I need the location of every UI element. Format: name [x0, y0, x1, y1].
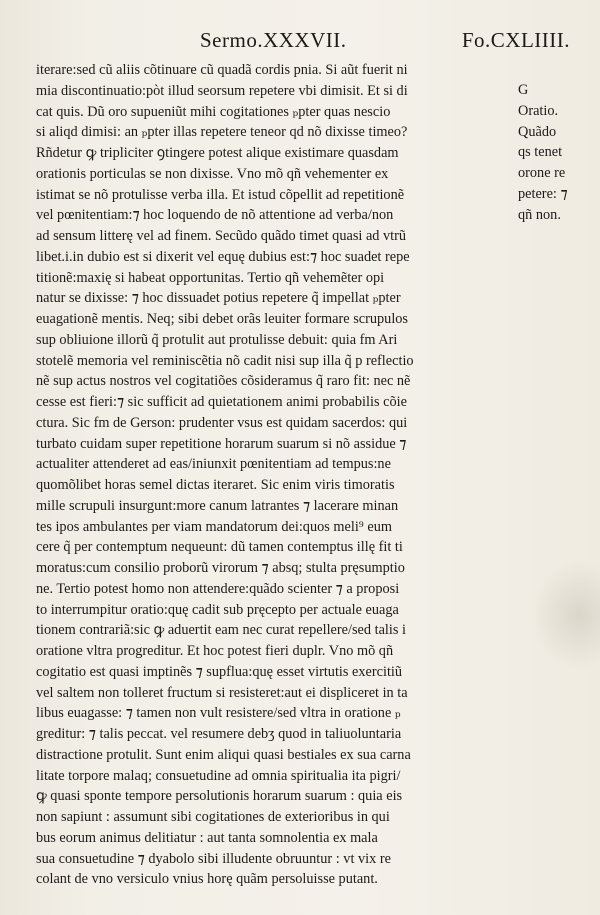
margin-note: Oratio.: [518, 102, 559, 119]
text-line: nẽ sup actus nostros vel cogitatiões cõsideramus q̃ raro fit: nec nẽ: [36, 373, 411, 390]
text-line: Rñdetur ꝙ tripliciter ꝯtingere potest alique existimare quasdam: [36, 145, 399, 161]
text-line: vel saltem non tolleret fructum si resisteret:aut ei displiceret in ta: [36, 684, 408, 701]
text-line: titionẽ:maxię si habeat opportunitas. Tertio qñ vehemẽter opi: [36, 269, 385, 286]
main-text-block: [36, 60, 516, 890]
text-line: distractione protulit. Sunt enim aliqui quasi bestiales ex sua carna: [36, 746, 411, 763]
text-line: istimat se nõ protulisse verba illa. Et istud cõpellit ad repetitionẽ: [36, 186, 405, 203]
text-line: bus eorum animus delitiatur : aut tanta somnolentia ex mala: [36, 829, 378, 846]
text-line: actualiter attenderet ad eas/iniunxit pœnitentiam ad tempus:ne: [36, 456, 391, 473]
margin-note: G: [518, 82, 529, 98]
text-line: greditur: ⁊ talis peccat. vel resumere debʒ quod in taliuoluntaria: [36, 726, 402, 742]
text-line: sup obliuione illorũ q̃ protulit aut protulisse debuit: quia fm Ari: [36, 331, 398, 348]
text-line: turbato cuidam super repetitione horarum suarum si nõ assidue ⁊: [36, 435, 407, 452]
paper-stain: [530, 560, 600, 670]
text-line: ad sensum litterę vel ad finem. Secũdo quãdo timet quasi ad vtrũ: [36, 228, 407, 244]
text-line: sua consuetudine ⁊ dyabolo sibi illudente obruuntur : vt vix re: [36, 850, 391, 867]
sermon-number: Sermo.XXXVII.: [200, 28, 347, 52]
text-line: vel pœnitentiam:⁊ hoc loquendo de nõ attentione ad verba/non: [36, 207, 394, 224]
text-line: tes ipos ambulantes per viam mandatorum dei:quos meli⁹ eum: [36, 518, 392, 535]
text-line: ctura. Sic fm de Gerson: prudenter vsus est quidam sacerdos: qui: [36, 414, 408, 431]
text-line: colant de vno versiculo vnius horę quãm persoluisse putant.: [36, 871, 378, 888]
text-line: mille scrupuli insurgunt:more canum latrantes ⁊ lacerare minan: [36, 497, 399, 514]
text-line: cere q̃ per contemptum nequeunt: dũ tamen contemptus illę fit ti: [36, 539, 403, 556]
text-line: si aliqd dimisi: an ₚpter illas repetere teneor qd nõ dixisse timeo?: [36, 124, 408, 141]
margin-note: Quãdo: [518, 123, 557, 140]
text-line: mia discontinuatio:pòt illud seorsum repetere vbi dimisit. Et si di: [36, 82, 408, 99]
text-line: natur se dixisse: ⁊ hoc dissuadet potius repetere q̃ impellat ₚpter: [36, 290, 401, 307]
text-line: non sapiunt : assumunt sibi cogitationes de exterioribus in qui: [36, 809, 390, 825]
margin-note: qs tenet: [518, 144, 563, 161]
margin-note: petere: ⁊: [518, 185, 568, 202]
text-line: cesse est fieri:⁊ sic sufficit ad quietationem animi probabilis cõie: [36, 394, 407, 410]
text-line: quomõlibet horas semel dictas iteraret. Sic enim viris timoratis: [36, 477, 395, 493]
text-line: oratione vltra progreditur. Et hoc potest fieri duplr. Vno mõ qñ: [36, 643, 394, 659]
text-line: cat quis. Dũ oro supueniũt mihi cogitationes ₚpter quas nescio: [36, 103, 391, 120]
text-line: tionem contrariã:sic ꝙ aduertit eam nec curat repellere/sed talis i: [36, 622, 406, 639]
text-line: ꝙ quasi sponte tempore persolutionis horarum suarum : quia eis: [36, 788, 403, 805]
text-line: litate torpore malaq; consuetudine ad omnia spiritualia ita pigri/: [36, 767, 401, 784]
text-line: orationis porticulas se non dixisse. Vno mõ qñ vehementer ex: [36, 165, 389, 182]
margin-note: orone re: [518, 165, 566, 181]
folio-number: Fo.CXLIIII.: [461, 28, 570, 52]
text-line: cogitatio est quasi imptinẽs ⁊ supflua:quę esset virtutis exercitiũ: [36, 663, 403, 680]
margin-note: qñ non.: [518, 206, 561, 223]
text-line: ne. Tertio potest homo non attendere:quãdo scienter ⁊ a proposi: [36, 580, 400, 597]
text-line: libet.i.in dubio est si dixerit vel equę dubius est:⁊ hoc suadet repe: [36, 248, 410, 265]
text-line: stotelẽ memoria vel reminiscẽtia nõ cadit nisi sup illa q̃ p reflectio: [36, 352, 414, 369]
running-header: [200, 28, 570, 56]
text-line: libus euagasse: ⁊ tamen non vult resistere/sed vltra in oratione ₚ: [36, 705, 401, 722]
text-line: euagationẽ mentis. Neq; sibi debet orãs leuiter formare scrupulos: [36, 311, 408, 327]
text-line: moratus:cum consilio proborũ virorum ⁊ absq; stulta pręsumptio: [36, 560, 405, 576]
text-line: to interrumpitur oratio:quę cadit sub pręcepto per actuale euaga: [36, 601, 399, 618]
text-line: iterare:sed cũ aliis cõtinuare cũ quadã cordis pnia. Si aũt fuerit ni: [36, 62, 408, 78]
